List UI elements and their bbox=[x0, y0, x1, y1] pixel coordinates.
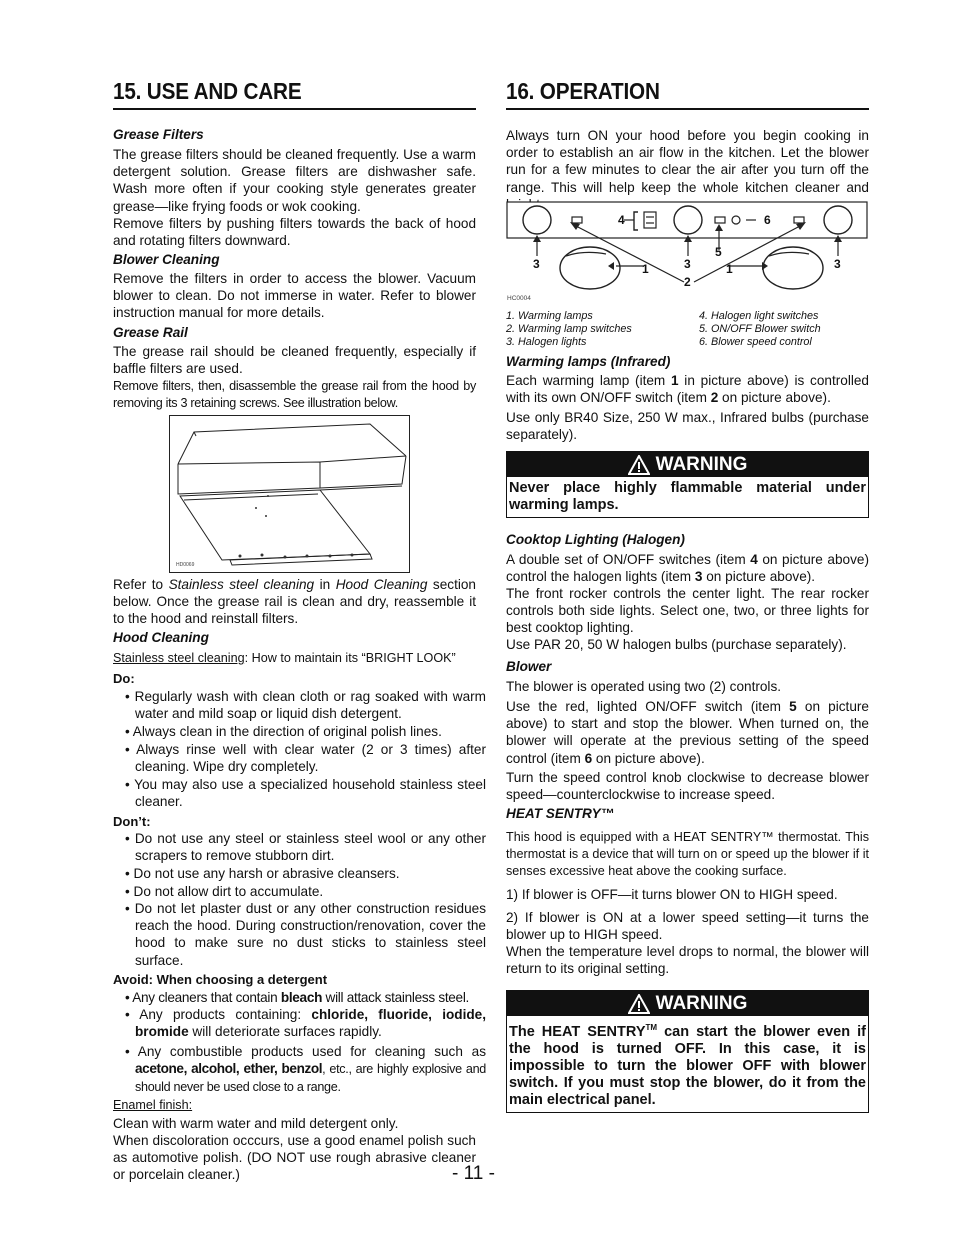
refer-paragraph: Refer to Stainless steel cleaning in Hood Cleaning section below. Once the grease rail is clean and dry, reassemble it to the hood and reinstall filters. bbox=[113, 577, 476, 627]
operation-intro: Always turn ON your hood before you begin cooking in order to establish an air flow in the kitchen. Let the blower run for a few minutes to clear the air after you turn off the range. This will help keep the whole kitchen cleaner and bbox=[506, 128, 869, 195]
dont-label: Don’t: bbox=[113, 814, 151, 829]
blower-title: Blower bbox=[506, 659, 552, 674]
cooktop-lighting-p3: Use PAR 20, 50 W halogen bulbs (purchase separately). bbox=[506, 637, 847, 652]
grease-rail-p2: Remove filters, then, disassemble the grease rail from the hood by removing its 3 retaining screws. See illustration below. bbox=[113, 379, 476, 411]
legend-left bbox=[506, 310, 632, 349]
label-3-center: 3 bbox=[684, 257, 691, 271]
warning-label: WARNING bbox=[655, 453, 748, 475]
label-5: 5 bbox=[715, 245, 722, 259]
control-panel-diagram bbox=[506, 200, 869, 310]
warning-triangle-icon bbox=[628, 455, 650, 475]
legend-item: 4. Halogen light switches bbox=[699, 310, 819, 322]
blower-p1: The blower is operated using two (2) controls. bbox=[506, 679, 782, 694]
heading-rule bbox=[113, 108, 476, 110]
grease-rail-p1: The grease rail should be cleaned frequently, especially if baffle filters are used. bbox=[113, 344, 476, 377]
warming-lamps-p2: Use only BR40 Size, 250 W max., Infrared bulbs (purchase separately). bbox=[506, 410, 869, 443]
do-item-4: • You may also use a specialized household stainless steel cleaner. bbox=[125, 776, 486, 810]
do-item-3: • Always rinse well with clear water (2 or 3 times) after cleaning. Wipe dry completely. bbox=[125, 741, 486, 775]
heat-sentry-title: HEAT SENTRY™ bbox=[506, 806, 615, 821]
stainless-steel-line: Stainless steel cleaning: How to maintain its “BRIGHT LOOK” bbox=[113, 651, 456, 665]
control-panel-drawing bbox=[506, 200, 869, 310]
enamel-p1: Clean with warm water and mild detergent only. bbox=[113, 1116, 399, 1131]
label-2: 2 bbox=[684, 275, 691, 289]
dont-item-3: • Do not allow dirt to accumulate. bbox=[125, 883, 486, 900]
figure-code: HD0069 bbox=[176, 562, 195, 568]
label-3-right: 3 bbox=[834, 257, 841, 271]
page-number: - 11 - bbox=[452, 1163, 495, 1184]
grease-filters-p1: The grease filters should be cleaned frequently. Use a warm detergent solution. Grease filters are dishwasher safe. Wash more often if your cooking style generates greater grease—like frying foods or wok cooking. bbox=[113, 147, 476, 214]
avoid-item-1: • Any cleaners that contain bleach will attack stainless steel. bbox=[125, 989, 495, 1006]
avoid-item-3: • Any combustible products used for cleaning such as acetone, alcohol, ether, benzol, etc., are highly explosive and should never be used close to a range. bbox=[125, 1043, 486, 1097]
blower-cleaning-p1: Remove the filters in order to access the blower. Vacuum blower to clean. Do not immerse in water. Refer to blower instruction manual for more details. bbox=[113, 271, 476, 321]
label-6: 6 bbox=[764, 213, 771, 227]
warning-box-2 bbox=[506, 990, 869, 1113]
warning-bar bbox=[507, 991, 868, 1016]
blower-cleaning-title: Blower Cleaning bbox=[113, 252, 220, 267]
label-3-left: 3 bbox=[533, 257, 540, 271]
legend-right bbox=[699, 310, 821, 349]
warning-text: The HEAT SENTRY™ can start the blower even if the hood is turned OFF. In this case, it is impossible to turn the blower OFF with blower switch. If you must stop the blower, do it from the main electrical panel. bbox=[509, 1023, 866, 1108]
warning-bar bbox=[507, 452, 868, 477]
label-4: 4 bbox=[618, 213, 625, 227]
heat-sentry-p4: When the temperature level drops to normal, the blower will return to its original setting. bbox=[506, 944, 869, 977]
legend-item: 3. Halogen lights bbox=[506, 336, 587, 348]
heat-sentry-p3: 2) If blower is ON at a lower speed setting—it turns the blower up to HIGH speed. bbox=[506, 910, 869, 943]
warning-text: Never place highly flammable material under warming lamps. bbox=[509, 480, 866, 513]
section-16-heading: 16. OPERATION bbox=[506, 78, 660, 104]
legend-item: 5. ON/OFF Blower switch bbox=[699, 323, 821, 335]
dont-item-2: • Do not use any harsh or abrasive cleansers. bbox=[125, 865, 486, 882]
dont-item-1: • Do not use any steel or stainless steel wool or any other scrapers to remove stubborn dirt. bbox=[125, 830, 486, 864]
section-15-heading: 15. USE AND CARE bbox=[113, 78, 302, 104]
label-1-left: 1 bbox=[642, 262, 649, 276]
grease-rail-title: Grease Rail bbox=[113, 325, 188, 340]
warning-box-1 bbox=[506, 451, 869, 518]
warming-lamps-p1: Each warming lamp (item 1 in picture above) is controlled with its own ON/OFF switch (item 2 on picture above). bbox=[506, 373, 869, 406]
grease-rail-illustration bbox=[169, 415, 410, 573]
diagram-code: HC0004 bbox=[507, 295, 531, 302]
cooktop-lighting-p2: The front rocker controls the center light. The rear rocker controls both side lights. Select one, two, or three lights for best cooktop lighting. bbox=[506, 586, 869, 636]
warming-lamps-title: Warming lamps (Infrared) bbox=[506, 354, 671, 369]
hood-cleaning-title: Hood Cleaning bbox=[113, 630, 209, 645]
grease-filters-title: Grease Filters bbox=[113, 127, 204, 142]
dont-item-4: • Do not let plaster dust or any other construction residues reach the hood. During construction/renovation, cover the hood to make sure no dust sticks to stainless steel surface. bbox=[125, 900, 486, 969]
label-1-right: 1 bbox=[726, 262, 733, 276]
blower-p2: Use the red, lighted ON/OFF switch (item 5 on picture above) to start and stop the blower. When turned on, the blower will operate at the previous setting of the speed control (item 6 on picture above). bbox=[506, 699, 869, 766]
avoid-label: Avoid: When choosing a detergent bbox=[113, 972, 328, 987]
legend-item: 6. Blower speed control bbox=[699, 336, 812, 348]
grease-filters-p2: Remove filters by pushing filters towards the back of hood and rotating filters downward. bbox=[113, 216, 476, 249]
blower-p3: Turn the speed control knob clockwise to decrease blower speed—counterclockwise to increase speed. bbox=[506, 770, 869, 803]
do-item-1: • Regularly wash with clean cloth or rag soaked with warm water and mild soap or liquid dish detergent. bbox=[125, 688, 486, 722]
do-item-2: • Always clean in the direction of original polish lines. bbox=[125, 723, 486, 740]
do-label: Do: bbox=[113, 671, 135, 686]
heat-sentry-p2: 1) If blower is OFF—it turns blower ON to HIGH speed. bbox=[506, 887, 838, 902]
heat-sentry-p1: This hood is equipped with a HEAT SENTRY™ thermostat. This thermostat is a device that will turn on or speed up the blower if it senses excessive heat above the cooking surface. bbox=[506, 830, 869, 879]
warning-label: WARNING bbox=[655, 992, 748, 1014]
cooktop-lighting-p1: A double set of ON/OFF switches (item 4 on picture above) control the halogen lights (item 3 on picture above). bbox=[506, 552, 869, 585]
enamel-p2: When discoloration occcurs, use a good enamel polish such as automotive polish. (DO NOT use rough abrasive cleaner or porcelain cleaner.) bbox=[113, 1133, 476, 1183]
cooktop-lighting-title: Cooktop Lighting (Halogen) bbox=[506, 532, 685, 547]
avoid-item-2: • Any products containing: chloride, fluoride, iodide, bromide will deteriorate surfaces rapidly. bbox=[125, 1006, 486, 1040]
warning-triangle-icon bbox=[628, 994, 650, 1014]
legend-item: 2. Warming lamp switches bbox=[506, 323, 632, 335]
heading-rule bbox=[506, 108, 869, 110]
legend-item: 1. Warming lamps bbox=[506, 310, 593, 322]
enamel-label: Enamel finish: bbox=[113, 1098, 193, 1112]
hood-drawing bbox=[170, 416, 409, 572]
